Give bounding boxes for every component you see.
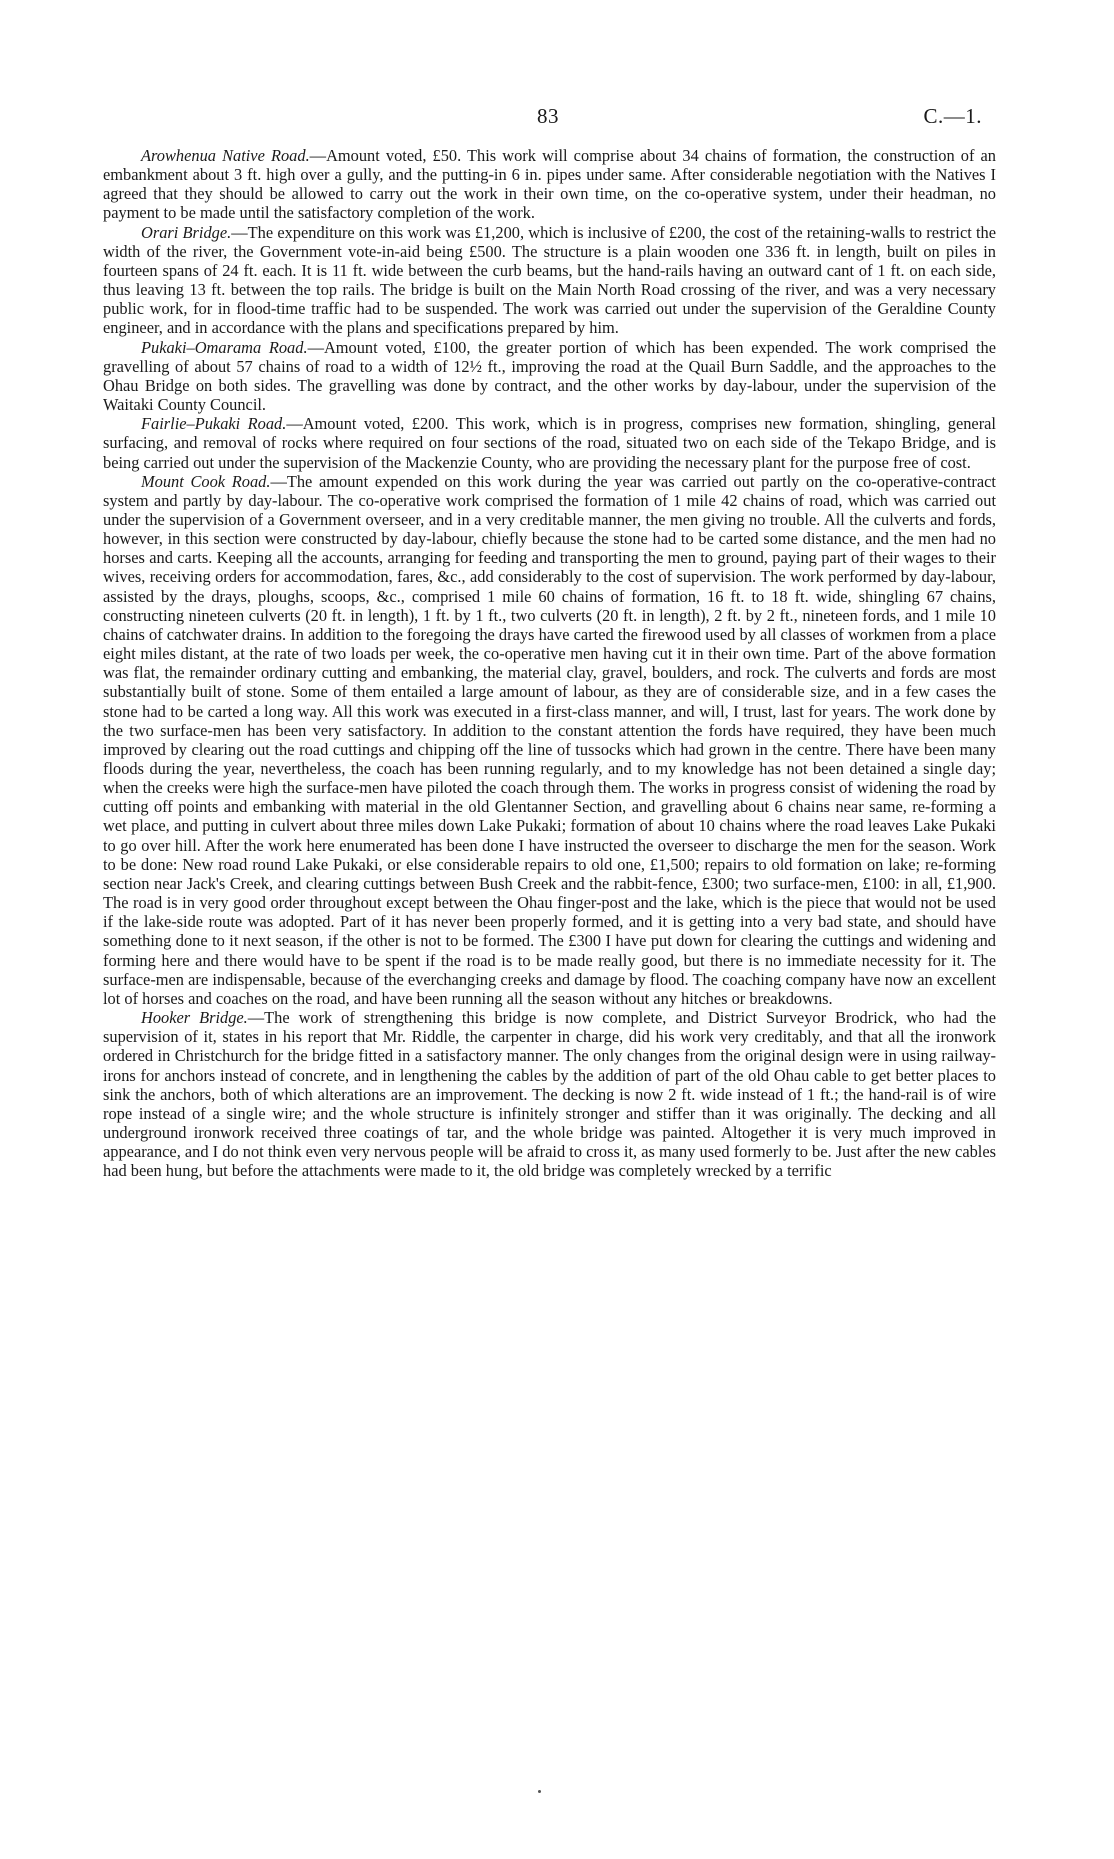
paragraph-heading: Hooker Bridge. <box>141 1008 248 1028</box>
paragraph-orari-bridge <box>103 223 996 338</box>
paragraph-text: —The work of strengthening this bridge is now complete, and District Surveyor Brodrick, who had the supervision of it, states in his report that Mr. Riddle, the carpenter in charge, did his work very creditably, and that all the ironwork ordered in Christchurch for the bridge fitted in a satisfactory manner. The only changes from the original design were in using railway-irons for anchors instead of concrete, and in lengthening the cables by the addition of part of the old Ohau cable to get better places to sink the anchors, both of which alterations are an improvement. The decking is now 2 ft. wide instead of 1 ft.; the hand-rail is of wire rope instead of a single wire; and the whole structure is infinitely stronger and stiffer than it was originally. The decking and all underground ironwork received three coatings of tar, and the whole bridge was painted. Altogether it is very much improved in appearance, and I do not think even very nervous people will be afraid to cross it, as many used formerly to be. Just after the new cables had been hung, but before the attachments were made to it, the old bridge was completely wrecked by a terrific <box>103 1008 996 1181</box>
paragraph-text: —Amount voted, £200. This work, which is in progress, comprises new formation, shingling, general surfacing, and removal of rocks where required on four sections of the road, situated two on each side of the Tekapo Bridge, and is being carried out under the supervision of the Mackenzie County, who are providing the necessary plant for the purpose free of cost. <box>103 414 996 472</box>
body-text <box>103 146 996 1180</box>
paragraph-heading: Orari Bridge. <box>141 222 232 242</box>
paragraph-arowhenua-native-road <box>103 146 996 223</box>
paragraph-hooker-bridge <box>103 1008 996 1180</box>
paragraph-mount-cook-road <box>103 472 996 1008</box>
paragraph-fairlie-pukaki-road <box>103 414 996 471</box>
paragraph-heading: Fairlie–Pukaki Road. <box>141 414 287 434</box>
page-number: 83 <box>537 104 559 128</box>
paragraph-text: —The amount expended on this work during the year was carried out partly on the co-operative-contract system and partly by day-labour. The co-operative work comprised the formation of 1 mile 42 chains of road, which was carried out under the supervision of a Government overseer, and in a very creditable manner, the men giving no trouble. All the culverts and fords, however, in this section were constructed by day-labour, chiefly because the stone had to be carted some distance, and the men had no horses and carts. Keeping all the accounts, arranging for feeding and transporting the men to ground, paying part of their wages to their wives, receiving orders for accommodation, fares, &c., add considerably to the cost of supervision. The work performed by day-labour, assisted by the drays, ploughs, scoops, &c., comprised 1 mile 60 chains of formation, 16 ft. to 18 ft. wide, shingling 67 chains, constructing nineteen culverts (20 ft. in length), 1 ft. by 1 ft., two culverts (20 ft. in length), 2 ft. by 2 ft., nineteen fords, and 1 mile 10 chains of catchwater drains. In addition to the foregoing the drays have carted the firewood used by all classes of workmen from a place eight miles distant, at the rate of two loads per week, the co-operative men having cut it in their own time. Part of the above formation was flat, the remainder ordinary cutting and embanking, the material clay, gravel, boulders, and rock. The culverts and fords are most substantially built of stone. Some of them entailed a large amount of labour, as they are of considerable size, and in a few cases the stone had to be carted a long way. All this work was executed in a first-class manner, and will, I trust, last for years. The work done by the two surface-men has been very satisfactory. In addition to the constant attention the fords have required, they have been much improved by clearing out the road cuttings and chipping off the line of tussocks which had grown in the centre. There have been many floods during the year, nevertheless, the coach has been running regularly, and to my knowledge has not been detained a single day; when the creeks were high the surface-men have piloted the coach through them. The works in progress consist of widening the road by cutting off points and embanking with material in the old Glentanner Section, and gravelling about 6 chains near same, re-forming a wet place, and putting in culvert about three miles down Lake Pukaki; formation of about 10 chains where the road leaves Lake Pukaki to go over hill. After the work here enumerated has been done I have instructed the overseer to discharge the men for the season. Work to be done: New road round Lake Pukaki, or else considerable repairs to old one, £1,500; repairs to old formation on lake; re-forming section near Jack's Creek, and clearing cuttings between Bush Creek and the rabbit-fence, £300; two surface-men, £100: in all, £1,900. The road is in very good order throughout except between the Ohau finger-post and the lake, which is the piece that would not be used if the lake-side route was adopted. Part of it has never been properly formed, and it is getting into a very bad state, and should have something done to it next season, if the other is not to be formed. The £300 I have put down for clearing the cuttings and widening and forming here and there would have to be spent if the road is to be made really good, but there is no immediate necessity for it. The surface-men are indispensable, because of the everchanging creeks and damage by flood. The coaching company have now an excellent lot of horses and coaches on the road, and have been running all the season without any hitches or breakdowns. <box>103 471 996 1008</box>
paragraph-text: —Amount voted, £100, the greater portion of which has been expended. The work comprised the gravelling of about 57 chains of road to a width of 12½ ft., improving the road at the Quail Burn Saddle, and the approaches to the Ohau Bridge on both sides. The gravelling was done by contract, and the other works by day-labour, under the supervision of the Waitaki County Council. <box>103 337 996 415</box>
scan-speck <box>538 1790 541 1793</box>
paragraph-heading: Mount Cook Road. <box>141 471 271 491</box>
paragraph-pukaki-omarama-road <box>103 338 996 415</box>
paragraph-text: —Amount voted, £50. This work will comprise about 34 chains of formation, the construction of an embankment about 3 ft. high over a gully, and the putting-in 6 in. pipes under same. After considerable negotiation with the Natives I agreed that they should be allowed to carry out the work in their own time, on the co-operative system, under their headman, no payment to be made until the satisfactory completion of the work. <box>103 146 996 223</box>
document-reference: C.—1. <box>923 104 982 128</box>
page-header <box>0 104 1114 134</box>
paragraph-heading: Pukaki–Omarama Road. <box>141 337 308 357</box>
paragraph-heading: Arowhenua Native Road. <box>141 146 310 165</box>
paragraph-text: —The expenditure on this work was £1,200, which is inclusive of £200, the cost of the retaining-walls to restrict the width of the river, the Government vote-in-aid being £500. The structure is a plain wooden one 336 ft. in length, built on piles in fourteen spans of 24 ft. each. It is 11 ft. wide between the curb beams, but the hand-rails having an outward cant of 1 ft. on each side, thus leaving 13 ft. between the top rails. The bridge is built on the Main North Road crossing of the river, and was a very necessary public work, for in flood-time traffic had to be suspended. The work was carried out under the supervision of the Geraldine County engineer, and in accordance with the plans and specifications prepared by him. <box>103 222 996 338</box>
